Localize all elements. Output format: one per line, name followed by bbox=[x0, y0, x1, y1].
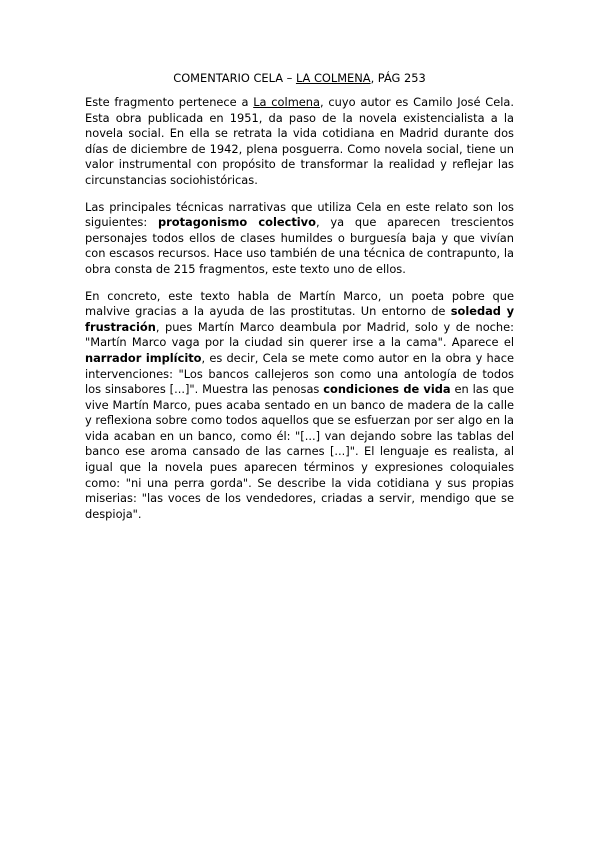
techniques-text-2: , ya que aparecen trescientos personajes todos ellos de clases humildes o burguesía baja y que vivían con escasos recursos. Hace uso también de una técnica de contrapunto, la obra consta de 215 fragmentos, este texto uno de ellos. bbox=[85, 215, 514, 276]
analysis-text-1: En concreto, este texto habla de Martín Marco, un poeta pobre que malvive gracias a la ayuda de las prostitutas. Un entorno de bbox=[85, 288, 514, 319]
paragraph-analysis bbox=[85, 289, 514, 523]
analysis-bold-2: narrador implícito bbox=[85, 350, 202, 365]
title-suffix: , PÁG 253 bbox=[370, 71, 426, 85]
intro-text-1: Este fragmento pertenece a bbox=[85, 95, 254, 109]
analysis-bold-3: condiciones de vida bbox=[323, 382, 451, 397]
title-work: LA COLMENA bbox=[295, 71, 371, 85]
analysis-bold-1: soledad y frustración bbox=[85, 304, 514, 334]
document-body bbox=[85, 95, 514, 533]
paragraph-techniques bbox=[85, 200, 514, 278]
techniques-bold-1: protagonismo colectivo bbox=[158, 215, 316, 230]
intro-work-title: La colmena bbox=[253, 95, 320, 109]
paragraph-intro bbox=[85, 95, 514, 189]
analysis-text-4: en las que vive Martín Marco, pues acaba sentado en un banco de madera de la calle y reflexiona sobre como todos aquellos que se esfuerzan por ser algo en la vida acaban en un banco, como él: "[...] van dejando sobre las tablas del banco ese aroma cansado de las carnes [...]". El lenguaje es realista, al igual que la novela pues aparecen términos y expresiones coloquiales como: "ni una perra gorda". Se describe la vida cotidiana y sus propias miserias: "las voces de los vendedores, criadas a servir, mendigo que se despioja". bbox=[85, 382, 514, 521]
title-prefix: COMENTARIO CELA – bbox=[173, 71, 296, 85]
techniques-text-1: Las principales técnicas narrativas que utiliza Cela en este relato son los siguientes: bbox=[85, 199, 514, 230]
analysis-text-2: , pues Martín Marco deambula por Madrid, solo y de noche: "Martín Marco vaga por la ciudad sin querer irse a la cama". Aparece el bbox=[85, 319, 514, 350]
intro-text-2: , cuyo autor es Camilo José Cela. Esta obra publicada en 1951, da paso de la novela existencialista a la novela social. En ella se retrata la vida cotidiana en Madrid durante dos días de diciembre de 1942, plena posguerra. Como novela social, tiene un valor instrumental con propósito de transformar la realidad y reflejar las circunstancias sociohistóricas. bbox=[85, 95, 514, 187]
analysis-text-3: , es decir, Cela se mete como autor en la obra y hace intervenciones: "Los bancos callejeros son como una antología de todos los sinsabores [...]". Muestra las penosas bbox=[85, 350, 514, 397]
page-title bbox=[0, 71, 599, 85]
